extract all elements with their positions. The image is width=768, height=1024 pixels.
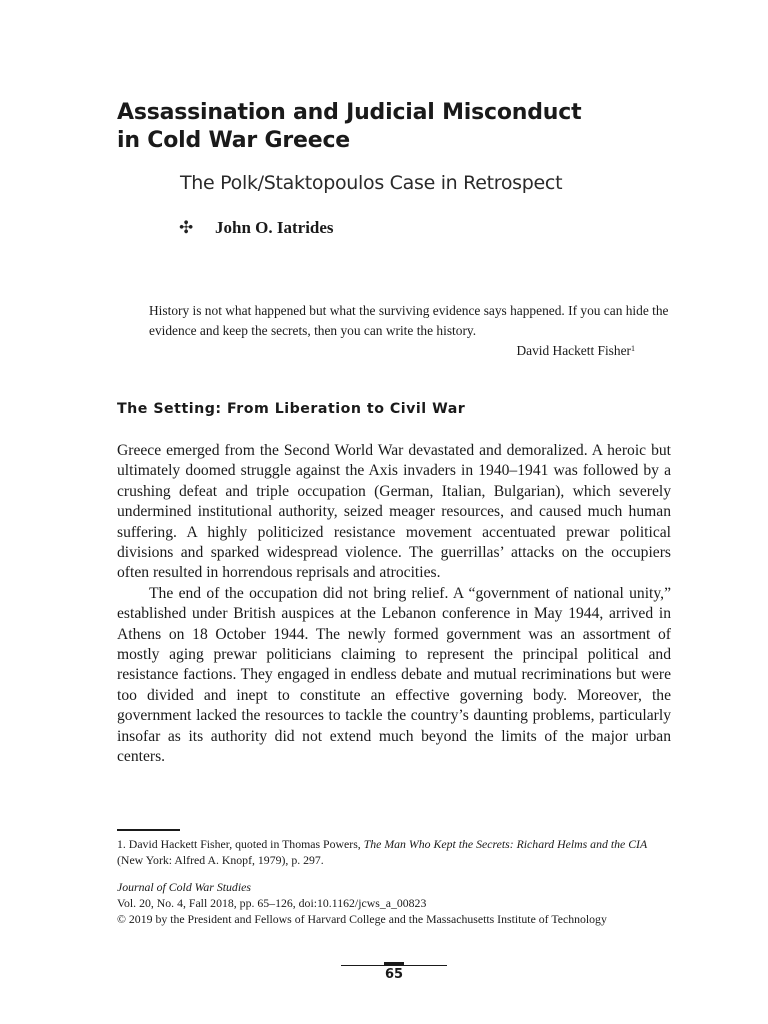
footnote-reference[interactable]: 1 — [631, 344, 635, 353]
epigraph — [149, 301, 669, 361]
title-line-2: in Cold War Greece — [117, 128, 351, 153]
article-subtitle: The Polk/Staktopoulos Case in Retrospect — [180, 172, 563, 194]
journal-info — [117, 879, 673, 927]
epigraph-author: David Hackett Fisher — [516, 343, 631, 358]
footnote-prefix: 1. David Hackett Fisher, quoted in Thomas Powers, — [117, 837, 364, 851]
epigraph-attribution — [149, 341, 669, 361]
epigraph-quote: History is not what happened but what the surviving evidence says happened. If you can hide the evidence and keep the secrets, then you can write the history. — [149, 303, 669, 338]
journal-name: Journal of Cold War Studies — [117, 880, 251, 894]
article-page — [117, 0, 671, 1024]
body-paragraph-1: Greece emerged from the Second World War devastated and demoralized. A heroic but ultimately doomed struggle against the Axis invaders in 1940–1941 was followed by a crushing defeat and triple occupation (German, Italian, Bulgarian), which severely undermined institutional authority, seized meager resources, and caused much human suffering. A highly politicized resistance movement accentuated prewar political divisions and sparked widespread violence. The guerrillas’ attacks on the occupiers often resulted in horrendous reprisals and atrocities. — [117, 442, 671, 582]
byline — [179, 218, 334, 238]
body-paragraph-2: The end of the occupation did not bring relief. A “government of national unity,” established under British auspices at the Lebanon conference in May 1944, arrived in Athens on 18 October 1944. The newly formed government was an assortment of mostly aging prewar politicians claiming to represent the principal political and resistance factions. They engaged in endless debate and mutual recriminations but were too divided and inept to constitute an effective governing body. Moreover, the government lacked the resources to tackle the country’s daunting problems, particularly insofar as its authority did not extend much beyond the limits of the major urban centers. — [117, 584, 671, 766]
page-number: 65 — [384, 967, 404, 982]
journal-citation: Vol. 20, No. 4, Fall 2018, pp. 65–126, doi:10.1162/jcws_a_00823 — [117, 896, 427, 910]
footnote-suffix: (New York: Alfred A. Knopf, 1979), p. 297. — [117, 853, 324, 867]
page-number-tab — [384, 962, 404, 966]
journal-copyright: © 2019 by the President and Fellows of Harvard College and the Massachusetts Institute of Technology — [117, 912, 607, 926]
footnote-book-title: The Man Who Kept the Secrets: Richard Helms and the CIA — [363, 837, 648, 851]
ornament-icon: ✣ — [179, 218, 194, 237]
author-name: John O. Iatrides — [215, 218, 334, 237]
footnote-divider — [117, 829, 180, 831]
article-title — [117, 99, 677, 155]
footnote — [117, 836, 673, 868]
title-line-1: Assassination and Judicial Misconduct — [117, 100, 582, 125]
body-text — [117, 441, 671, 768]
section-heading: The Setting: From Liberation to Civil War — [117, 401, 466, 417]
